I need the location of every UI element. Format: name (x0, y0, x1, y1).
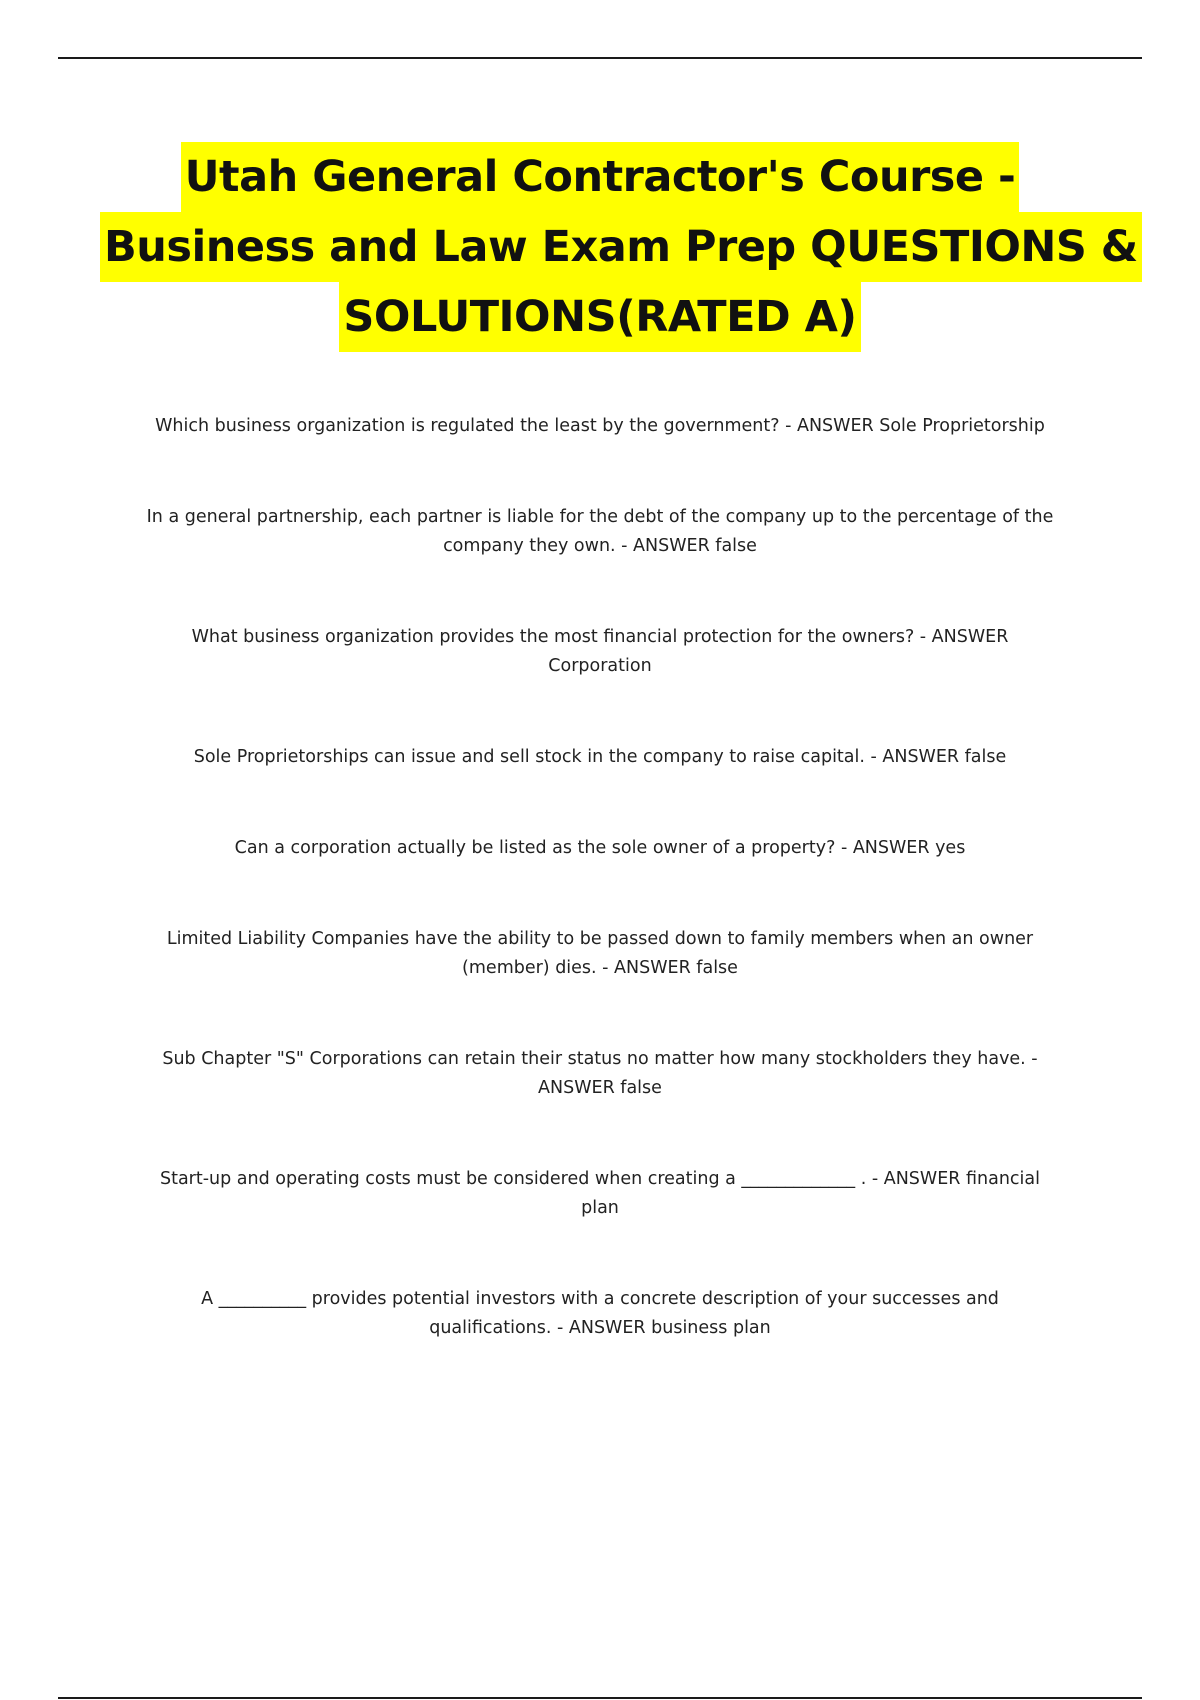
bottom-rule (58, 1697, 1142, 1699)
qa-item-3: What business organization provides the most financial protection for the owners? - ANSWER Corporation (191, 627, 1009, 676)
qa-item-4: Sole Proprietorships can issue and sell stock in the company to raise capital. - ANSWER false (193, 747, 1007, 767)
title-line-3: SOLUTIONS(RATED A) (339, 282, 860, 352)
qa-item-6: Limited Liability Companies have the ability to be passed down to family members when an owner (member) dies. - ANSWER false (166, 929, 1034, 978)
qa-item-9: A __________ provides potential investors with a concrete description of your successes and qualifications. - ANSWER business plan (201, 1289, 999, 1338)
qa-item-5: Can a corporation actually be listed as the sole owner of a property? - ANSWER yes (234, 838, 966, 858)
qa-item-7: Sub Chapter "S" Corporations can retain their status no matter how many stockholders they have. - ANSWER false (162, 1049, 1038, 1098)
title-line-1: Utah General Contractor's Course - (181, 142, 1020, 212)
qa-item-2: In a general partnership, each partner is liable for the debt of the company up to the percentage of the company they own. - ANSWER false (146, 507, 1054, 556)
qa-item-1: Which business organization is regulated the least by the government? - ANSWER Sole Proprietorship (155, 416, 1045, 436)
question-answer-list (140, 412, 1060, 1343)
top-rule (58, 57, 1142, 59)
document-title (100, 142, 1138, 352)
title-line-2: Business and Law Exam Prep QUESTIONS & (100, 212, 1142, 282)
qa-item-8: Start-up and operating costs must be considered when creating a _____________ . - ANSWER financial plan (159, 1169, 1041, 1218)
